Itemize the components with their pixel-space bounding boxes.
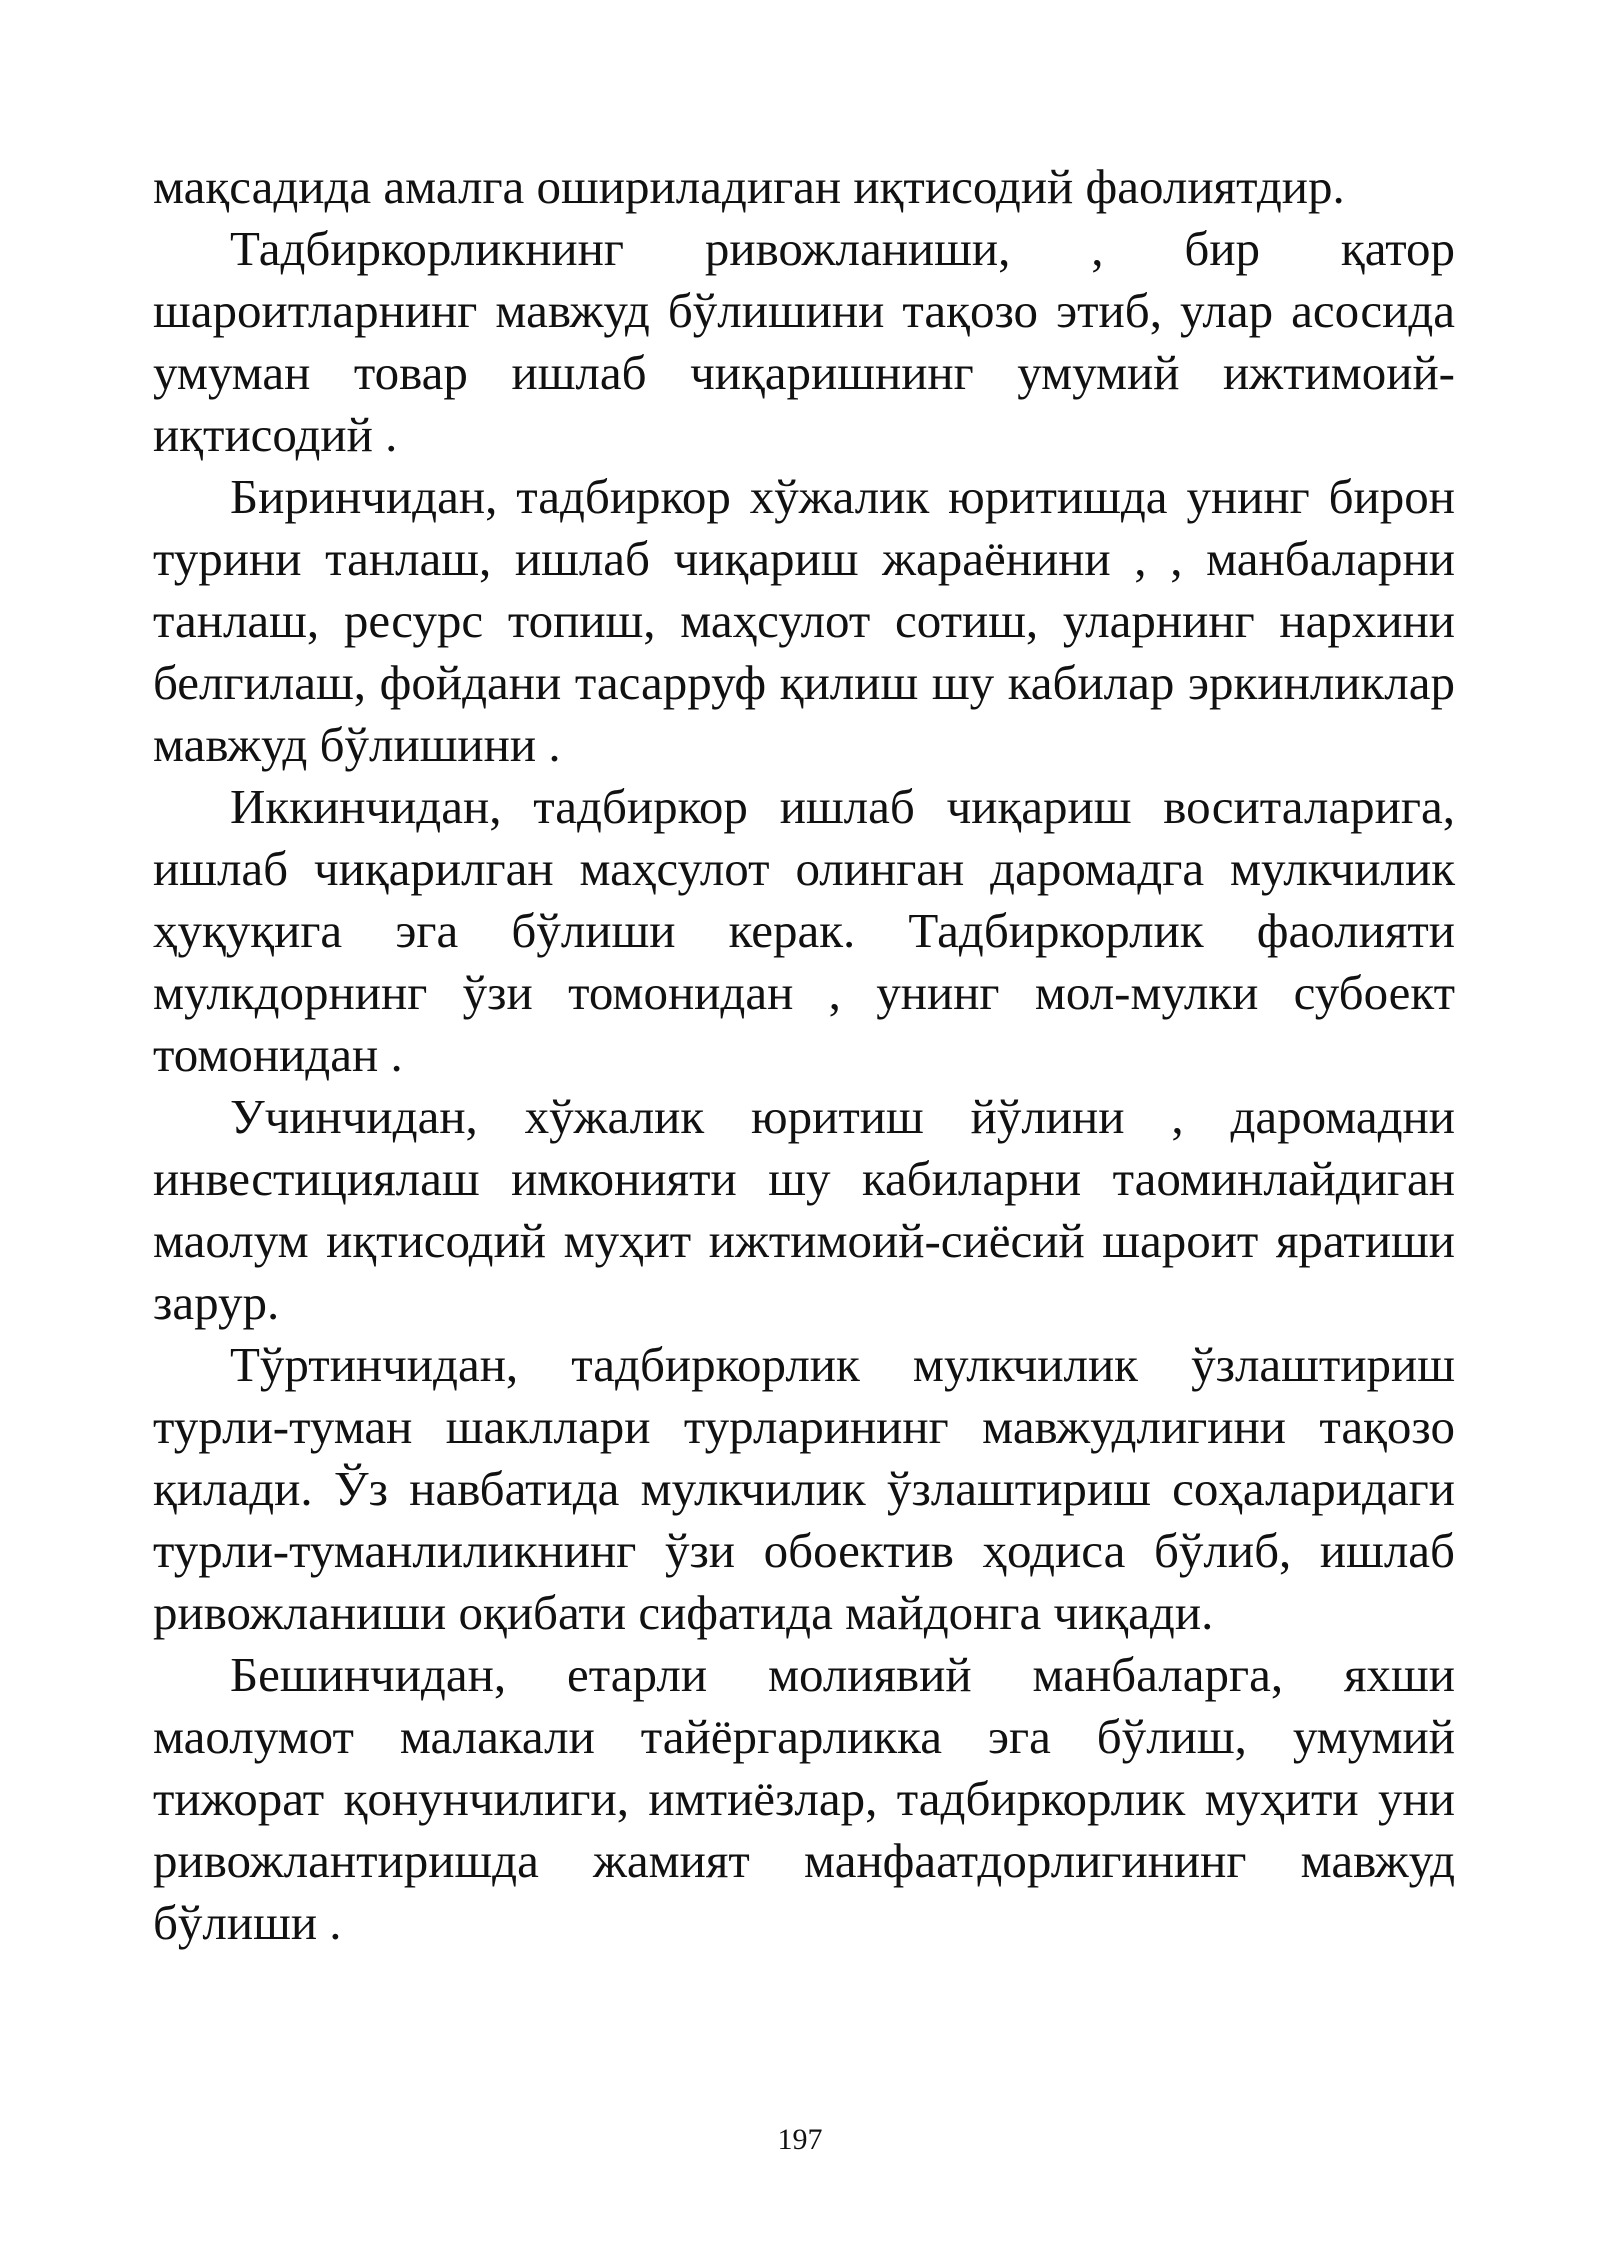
page-number: 197 [777, 2123, 823, 2156]
paragraph-third-condition: Учинчидан, хўжалик юритиш йўлини , даромадни инвестициялаш имконияти шу кабиларни таоминлайдиган маолум иқтисодий муҳит ижтимоий-сиёсий шароит яратиши зарур. [153, 1089, 1455, 1330]
paragraph-continuation: мақсадида амалга ошириладиган иқтисодий фаолиятдир. [153, 159, 1345, 214]
paragraph-fourth-condition: Тўртинчидан, тадбиркорлик мулкчилик ўзлаштириш турли-туман шакллари турларининг мавжудлигини тақозо қилади. Ўз навбатида мулкчилик ўзлаштириш соҳаларидаги турли-туманлиликнинг ўзи обоектив ҳодиса бўлиб, ишлаб ривожланиши оқибати сифатида майдонга чиқади. [153, 1337, 1455, 1640]
paragraph-first-condition: Биринчидан, тадбиркор хўжалик юритишда унинг бирон турини танлаш, ишлаб чиқариш жараёнини , , манбаларни танлаш, ресурс топиш, маҳсулот сотиш, уларнинг нархини белгилаш, фойдани тасарруф қилиш шу кабилар эркинликлар мавжуд бўлишини . [153, 469, 1455, 772]
paragraph-fifth-condition: Бешинчидан, етарли молиявий манбаларга, яхши маолумот малакали тайёргарликка эга бўлиш, умумий тижорат қонунчилиги, имтиёзлар, тадбиркорлик муҳити уни ривожлантиришда жамият манфаатдорлигининг мавжуд бўлиши . [153, 1647, 1455, 1950]
paragraph-development-conditions: Тадбиркорликнинг ривожланиши, , бир қатор шароитларнинг мавжуд бўлишини тақозо этиб, улар асосида умуман товар ишлаб чиқаришнинг умумий ижтимоий-иқтисодий . [153, 221, 1455, 462]
body-text [153, 156, 1455, 1954]
paragraph-second-condition: Иккинчидан, тадбиркор ишлаб чиқариш воситаларига, ишлаб чиқарилган маҳсулот олинган даромадга мулкчилик ҳуқуқига эга бўлиши керак. Тадбиркорлик фаолияти мулкдорнинг ўзи томонидан , унинг мол-мулки субоект томонидан . [153, 779, 1455, 1082]
